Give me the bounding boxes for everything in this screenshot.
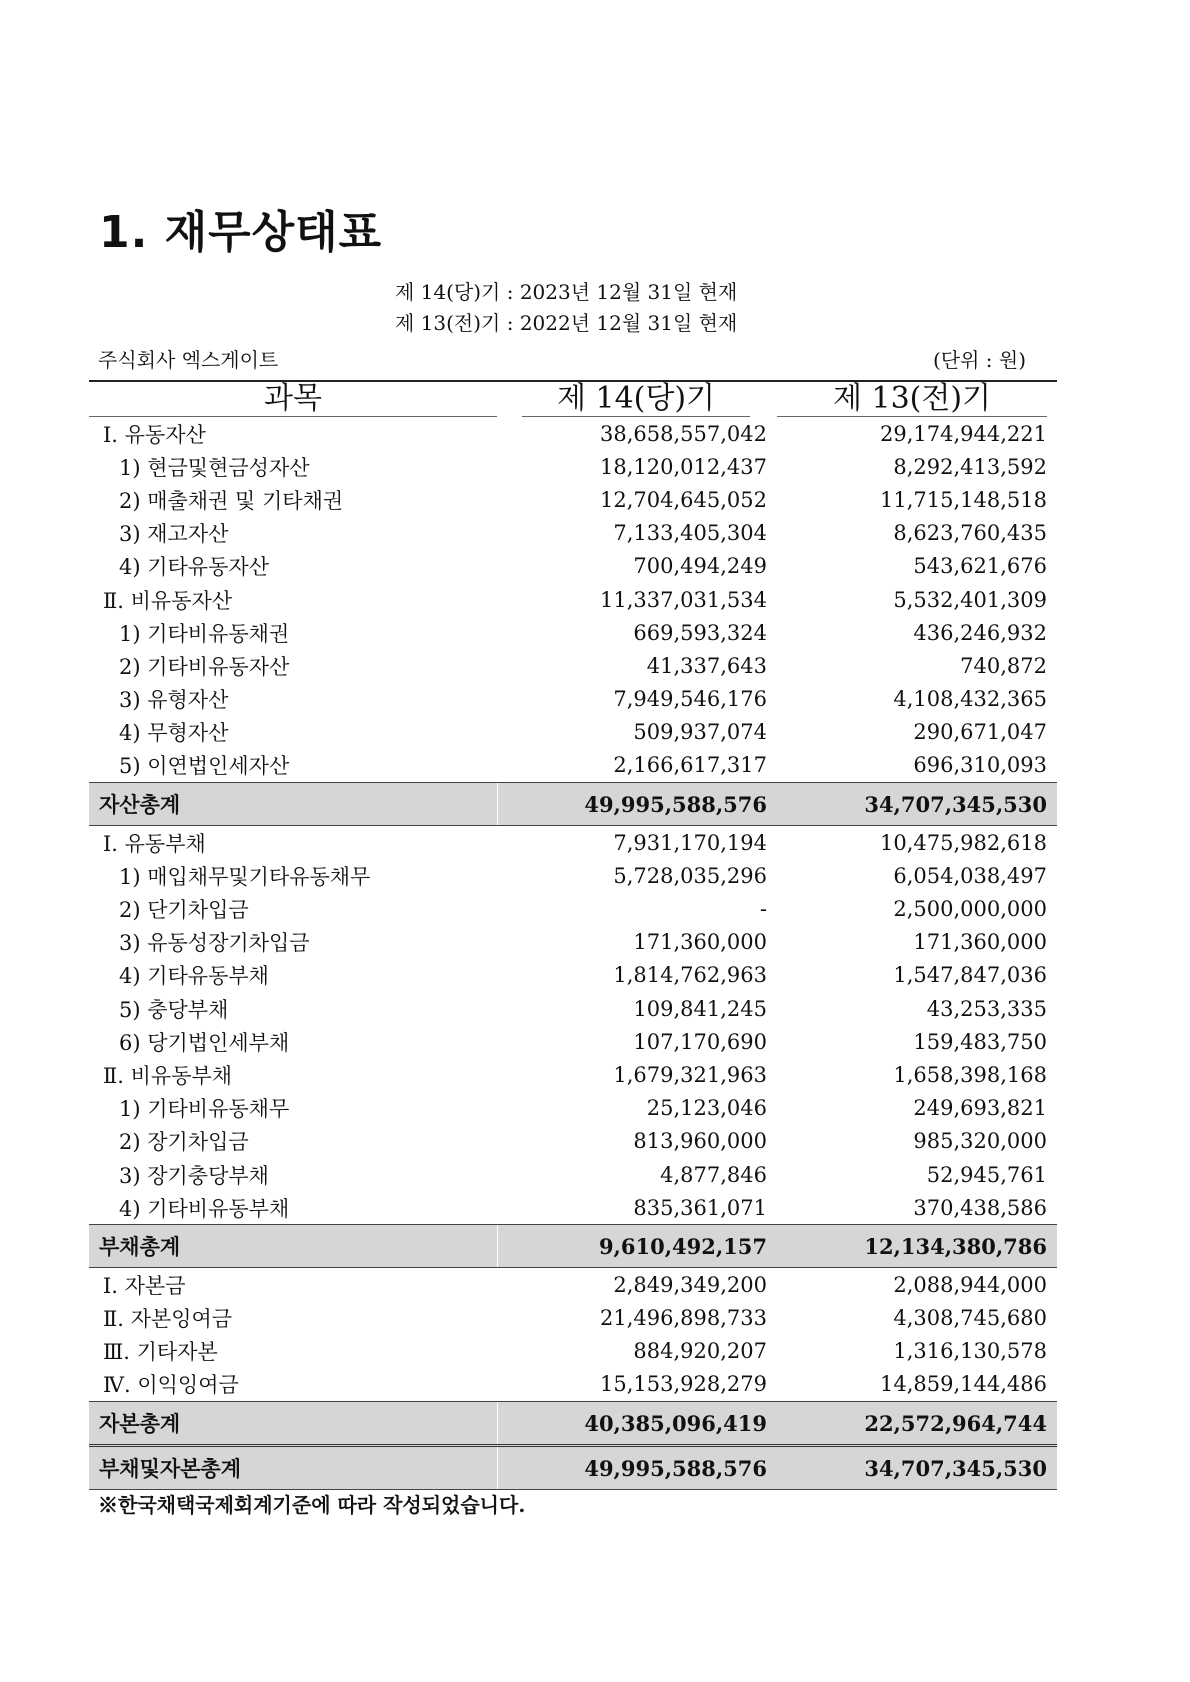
account-label: Ⅰ. 유동부채 xyxy=(103,831,206,856)
table-row xyxy=(89,517,1057,550)
header-account: 과목 xyxy=(89,381,497,417)
account-label: 자본총계 xyxy=(89,1402,497,1446)
table-row xyxy=(89,749,1057,783)
table-row xyxy=(89,926,1057,959)
prior-period-value: 1,658,398,168 xyxy=(893,1062,1047,1087)
account-label: 5) 이연법인세자산 xyxy=(119,754,290,779)
prior-period-value: 34,707,345,530 xyxy=(777,783,1057,826)
prior-period-value: 43,253,335 xyxy=(926,996,1047,1021)
prior-period-value: 34,707,345,530 xyxy=(777,1446,1057,1490)
current-period-value: 49,995,588,576 xyxy=(497,783,777,826)
prior-period-value: 159,483,750 xyxy=(913,1029,1047,1054)
current-period-value: 7,133,405,304 xyxy=(613,521,767,546)
prior-period-value: 543,621,676 xyxy=(913,554,1047,579)
prior-period-value: 290,671,047 xyxy=(913,720,1047,745)
table-row xyxy=(89,1092,1057,1125)
company-name: 주식회사 엑스게이트 xyxy=(98,348,279,372)
account-label: 2) 장기차입금 xyxy=(119,1130,249,1155)
table-row xyxy=(89,1158,1057,1191)
prior-period-value: 249,693,821 xyxy=(913,1096,1047,1121)
account-label: Ⅳ. 이익잉여금 xyxy=(103,1373,239,1398)
prior-period-value: 436,246,932 xyxy=(913,620,1047,645)
account-label: 1) 현금및현금성자산 xyxy=(119,455,310,480)
prior-period-value: 8,292,413,592 xyxy=(893,454,1047,479)
current-period-value: 2,849,349,200 xyxy=(613,1272,767,1297)
current-period-value: 15,153,928,279 xyxy=(600,1372,767,1397)
prior-period-value: 2,500,000,000 xyxy=(893,897,1047,922)
account-label: 부채및자본총계 xyxy=(89,1446,497,1490)
current-period-value: 21,496,898,733 xyxy=(600,1306,767,1331)
account-label: Ⅲ. 기타자본 xyxy=(103,1340,218,1365)
table-row xyxy=(89,1125,1057,1158)
account-label: 3) 유동성장기차입금 xyxy=(119,931,310,956)
total-row xyxy=(89,1402,1057,1446)
prior-period-value: 740,872 xyxy=(960,653,1047,678)
current-period-value: 9,610,492,157 xyxy=(497,1225,777,1268)
period-prior: 제 13(전)기 : 2022년 12월 31일 현재 xyxy=(395,311,738,335)
balance-sheet-table xyxy=(89,380,1057,1490)
table-row xyxy=(89,892,1057,925)
account-label: 1) 기타비유동채무 xyxy=(119,1097,290,1122)
prior-period-value: 4,308,745,680 xyxy=(893,1306,1047,1331)
account-label: Ⅱ. 비유동부채 xyxy=(103,1063,233,1088)
footnote: ※한국채택국제회계기준에 따라 작성되었습니다. xyxy=(98,1493,526,1517)
header-current-period: 제 14(당)기 xyxy=(497,381,777,417)
table-row xyxy=(89,616,1057,649)
account-label: 1) 기타비유동채권 xyxy=(119,621,290,646)
prior-period-value: 370,438,586 xyxy=(913,1195,1047,1220)
table-row xyxy=(89,1335,1057,1368)
total-row xyxy=(89,1446,1057,1490)
account-label: 3) 재고자산 xyxy=(119,522,229,547)
current-period-value: 4,877,846 xyxy=(660,1162,767,1187)
current-period-value: 25,123,046 xyxy=(646,1096,767,1121)
account-label: 4) 무형자산 xyxy=(119,721,229,746)
table-row xyxy=(89,826,1057,860)
account-label: Ⅰ. 유동자산 xyxy=(103,422,206,447)
prior-period-value: 5,532,401,309 xyxy=(893,587,1047,612)
table-row xyxy=(89,1025,1057,1058)
prior-period-value: 6,054,038,497 xyxy=(893,863,1047,888)
prior-period-value: 1,316,130,578 xyxy=(893,1339,1047,1364)
current-period-value: 884,920,207 xyxy=(633,1339,767,1364)
current-period-value: 813,960,000 xyxy=(633,1129,767,1154)
header-prior-period: 제 13(전)기 xyxy=(777,381,1057,417)
account-label: 자산총계 xyxy=(89,783,497,826)
table-row xyxy=(89,583,1057,616)
current-period-value: 109,841,245 xyxy=(633,996,767,1021)
account-label: 3) 유형자산 xyxy=(119,688,229,713)
period-current: 제 14(당)기 : 2023년 12월 31일 현재 xyxy=(395,280,738,304)
table-row xyxy=(89,1302,1057,1335)
current-period-value: 40,385,096,419 xyxy=(497,1402,777,1446)
table-row xyxy=(89,450,1057,483)
account-label: 4) 기타비유동부채 xyxy=(119,1196,290,1221)
current-period-value: - xyxy=(759,897,767,922)
table-row xyxy=(89,716,1057,749)
prior-period-value: 14,859,144,486 xyxy=(880,1372,1047,1397)
table-row xyxy=(89,483,1057,516)
table-header-row xyxy=(89,381,1057,417)
account-label: 3) 장기충당부채 xyxy=(119,1163,269,1188)
total-row xyxy=(89,783,1057,826)
current-period-value: 1,679,321,963 xyxy=(613,1062,767,1087)
prior-period-value: 22,572,964,744 xyxy=(777,1402,1057,1446)
table-row xyxy=(89,683,1057,716)
account-label: 1) 매입채무및기타유동채무 xyxy=(119,864,371,889)
prior-period-value: 1,547,847,036 xyxy=(893,963,1047,988)
table-row xyxy=(89,959,1057,992)
table-row xyxy=(89,992,1057,1025)
table-row xyxy=(89,417,1057,450)
table-row xyxy=(89,550,1057,583)
current-period-value: 49,995,588,576 xyxy=(497,1446,777,1490)
current-period-value: 11,337,031,534 xyxy=(600,587,767,612)
account-label: 2) 단기차입금 xyxy=(119,898,249,923)
table-row xyxy=(89,1191,1057,1225)
prior-period-value: 12,134,380,786 xyxy=(777,1225,1057,1268)
account-label: Ⅰ. 자본금 xyxy=(103,1273,186,1298)
total-row xyxy=(89,1225,1057,1268)
current-period-value: 7,949,546,176 xyxy=(613,687,767,712)
unit-label: (단위 : 원) xyxy=(933,348,1027,372)
prior-period-value: 8,623,760,435 xyxy=(893,521,1047,546)
account-label: Ⅱ. 자본잉여금 xyxy=(103,1307,233,1332)
page-title: 1. 재무상태표 xyxy=(99,207,383,258)
prior-period-value: 696,310,093 xyxy=(913,753,1047,778)
table-row xyxy=(89,1268,1057,1302)
prior-period-value: 52,945,761 xyxy=(926,1162,1047,1187)
table-row xyxy=(89,1368,1057,1402)
current-period-value: 171,360,000 xyxy=(633,930,767,955)
current-period-value: 7,931,170,194 xyxy=(613,830,767,855)
account-label: 6) 당기법인세부채 xyxy=(119,1030,290,1055)
current-period-value: 41,337,643 xyxy=(646,653,767,678)
account-label: 4) 기타유동부채 xyxy=(119,964,269,989)
prior-period-value: 985,320,000 xyxy=(913,1129,1047,1154)
prior-period-value: 29,174,944,221 xyxy=(880,421,1047,446)
prior-period-value: 171,360,000 xyxy=(913,930,1047,955)
current-period-value: 107,170,690 xyxy=(633,1029,767,1054)
table-row xyxy=(89,649,1057,682)
current-period-value: 38,658,557,042 xyxy=(600,421,767,446)
current-period-value: 700,494,249 xyxy=(633,554,767,579)
prior-period-value: 11,715,148,518 xyxy=(880,487,1047,512)
current-period-value: 18,120,012,437 xyxy=(600,454,767,479)
account-label: 2) 기타비유동자산 xyxy=(119,654,290,679)
current-period-value: 1,814,762,963 xyxy=(613,963,767,988)
current-period-value: 5,728,035,296 xyxy=(613,863,767,888)
current-period-value: 669,593,324 xyxy=(633,620,767,645)
prior-period-value: 4,108,432,365 xyxy=(893,687,1047,712)
current-period-value: 835,361,071 xyxy=(633,1195,767,1220)
current-period-value: 2,166,617,317 xyxy=(613,753,767,778)
current-period-value: 12,704,645,052 xyxy=(600,487,767,512)
prior-period-value: 2,088,944,000 xyxy=(893,1272,1047,1297)
prior-period-value: 10,475,982,618 xyxy=(880,830,1047,855)
account-label: 2) 매출채권 및 기타채권 xyxy=(119,488,344,513)
account-label: 5) 충당부채 xyxy=(119,997,229,1022)
account-label: Ⅱ. 비유동자산 xyxy=(103,588,233,613)
table-row xyxy=(89,1058,1057,1091)
table-row xyxy=(89,859,1057,892)
account-label: 4) 기타유동자산 xyxy=(119,555,269,580)
current-period-value: 509,937,074 xyxy=(633,720,767,745)
account-label: 부채총계 xyxy=(89,1225,497,1268)
